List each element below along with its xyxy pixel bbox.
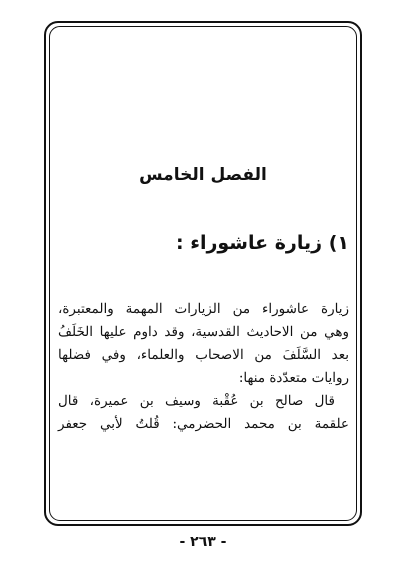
chapter-title: الفصل الخامس [139,165,267,185]
page-border-inner [49,26,357,521]
body-paragraph [58,298,349,436]
page-number: - ٢٦٣ - [179,534,227,550]
body-line: وهي من الاحاديث القدسية، وقد داوم عليها الخَلَفُ [58,324,349,340]
section-heading: ١) زيارة عاشوراء : [176,232,349,254]
body-line: بعد السَّلَفَ من الاصحاب والعلماء، وفي فضلها [58,347,349,363]
body-line: قال صالح بن عُقْبة وسيف بن عميرة، قال [58,393,335,409]
body-line: علقمة بن محمد الحضرمي: قُلتُ لأبي جعفر [58,416,349,432]
body-line: زيارة عاشوراء من الزيارات المهمة والمعتبرة، [58,301,349,317]
body-line: روايات متعدّدة منها: [238,370,349,386]
